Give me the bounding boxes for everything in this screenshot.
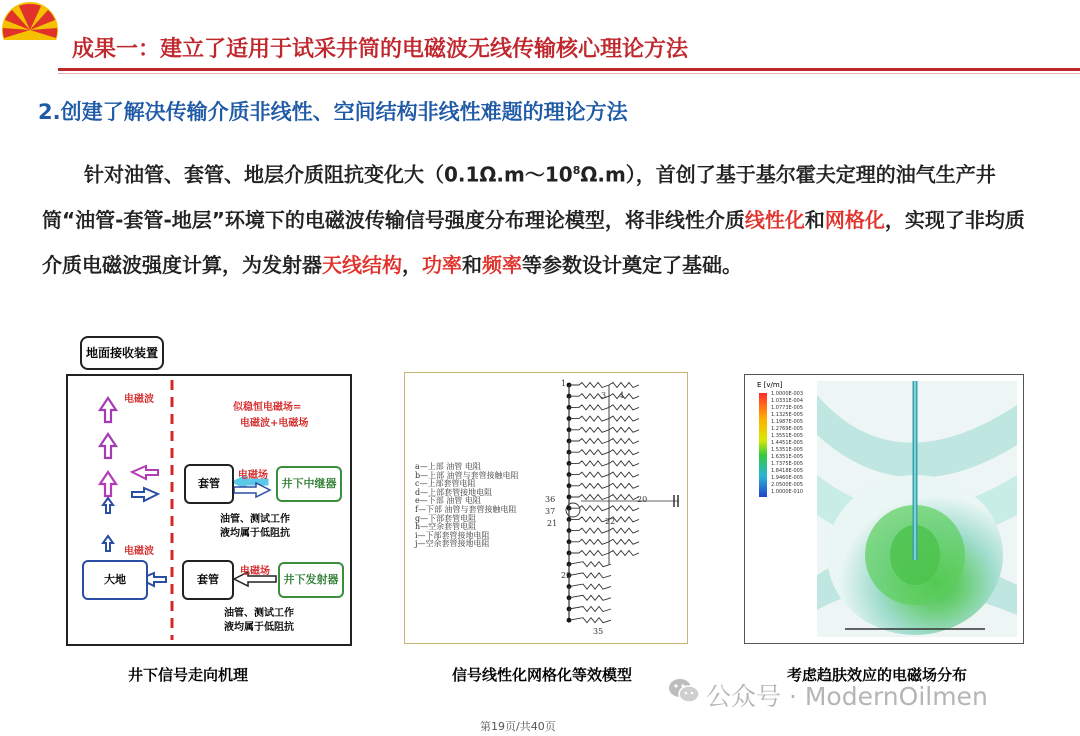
body-text-3: 和 <box>804 207 825 232</box>
legend-item: d—上部套管接地电阻 <box>415 487 493 497</box>
resistor <box>569 562 611 567</box>
resistor <box>569 383 609 388</box>
resistor <box>609 495 639 500</box>
resistor <box>569 584 611 589</box>
body-paragraph <box>42 148 1042 288</box>
colorbar-label: 2.0500E-005 <box>771 482 804 488</box>
colorbar-label: 1.3551E-005 <box>771 433 804 439</box>
low-impedance-upper-1: 油管、测试工作 <box>220 514 290 525</box>
em-field-distribution-plot <box>744 374 1024 644</box>
legend-item: j—空余套管接地电阻 <box>415 539 490 549</box>
company-logo <box>0 0 60 60</box>
highlight-gridize: 网格化 <box>824 207 885 232</box>
resistor <box>609 483 639 488</box>
colorbar-label: 1.1987E-005 <box>771 419 804 425</box>
resistor <box>569 472 609 477</box>
legend-item: e—下部 油管 电阻 <box>415 496 481 506</box>
equivalent-circuit-diagram <box>404 372 688 644</box>
low-impedance-upper-2: 液均属于低阻抗 <box>220 528 290 539</box>
resistor <box>609 461 639 466</box>
title-divider <box>58 68 1080 71</box>
resistor <box>609 551 639 556</box>
low-impedance-lower-2: 液均属于低阻抗 <box>224 622 294 633</box>
colorbar-label: 1.9460E-005 <box>771 475 804 481</box>
resistor <box>609 416 639 421</box>
figure2-caption: 信号线性化网格化等效模型 <box>452 666 633 684</box>
node-label: 1 <box>561 379 567 388</box>
exponent: 8 <box>572 164 581 177</box>
quasi-field-label-2: 电磁波+电磁场 <box>240 418 309 429</box>
node-label: 20 <box>637 495 648 504</box>
resistor <box>609 528 639 533</box>
signal-path-diagram <box>66 374 352 646</box>
body-text-5: ， <box>402 252 422 277</box>
resistor <box>569 517 609 522</box>
legend-item: a—上部 油管 电阻 <box>415 462 481 471</box>
highlight-linearize: 线性化 <box>744 207 805 232</box>
resistor <box>569 551 609 556</box>
section-heading: 2.创建了解决传输介质非线性、空间结构非线性难题的理论方法 <box>38 100 628 124</box>
legend-item: g—下部套管电阻 <box>415 513 477 523</box>
node-label: 21 <box>547 519 558 528</box>
resistor <box>569 618 611 623</box>
quasi-field-label-1: 似稳恒电磁场= <box>233 402 302 413</box>
body-text-4: ，实现了非均质介质电磁波强度计算，为发射器 <box>42 207 1025 277</box>
colorbar-label: 1.5351E-005 <box>771 447 804 453</box>
resistor <box>609 539 639 544</box>
node-label: 4 <box>619 391 625 400</box>
earth-box: 大地 <box>82 560 148 600</box>
resistor <box>569 427 609 432</box>
colorbar-label: 1.6351E-005 <box>771 454 804 460</box>
colorbar-label: 1.8418E-005 <box>771 468 804 474</box>
downhole-relay-box: 井下中继器 <box>276 466 342 502</box>
page-number: 第19页/共40页 <box>480 720 556 733</box>
legend-item: f—下部 油管与套管接触电阻 <box>415 504 517 514</box>
downhole-transmitter-box: 井下发射器 <box>278 562 344 598</box>
ground-receiver-box: 地面接收装置 <box>80 336 164 370</box>
resistor <box>569 450 609 455</box>
highlight-frequency: 频率 <box>482 252 522 277</box>
casing-upper-box: 套管 <box>184 464 234 504</box>
low-impedance-lower-1: 油管、测试工作 <box>224 608 294 619</box>
resistor <box>609 427 639 432</box>
legend-item: i—下部套管接地电阻 <box>415 530 490 540</box>
casing-lower-box: 套管 <box>182 560 234 600</box>
colorbar-label: 1.0773E-005 <box>771 405 804 411</box>
colorbar-label: 1.4451E-005 <box>771 440 804 446</box>
node-label: 37 <box>545 507 556 516</box>
figure3-caption: 考虑趋肤效应的电磁场分布 <box>787 666 968 684</box>
resistor <box>609 472 639 477</box>
colorbar-title: E [v/m] <box>757 381 783 389</box>
em-wave-bottom-label: 电磁波 <box>124 546 154 557</box>
node-label: 35 <box>593 627 604 636</box>
legend-item: c—上部套管电阻 <box>415 479 476 489</box>
colorbar-label: 1.0000E-010 <box>771 489 804 495</box>
resistor <box>569 405 609 410</box>
resistor <box>569 506 609 511</box>
circuit-legend <box>415 463 519 549</box>
node-label: 22 <box>605 517 616 526</box>
colorbar-label: 1.1325E-005 <box>771 412 804 418</box>
em-field-lower-label: 电磁场 <box>240 566 270 577</box>
node-label: 3 <box>601 391 607 400</box>
colorbar-label: 1.7375E-005 <box>771 461 804 467</box>
highlight-power: 功率 <box>422 252 462 277</box>
legend-item: h—空余套管电阻 <box>415 522 477 532</box>
resistor <box>569 483 609 488</box>
resistor <box>609 506 639 511</box>
resistor <box>609 450 639 455</box>
resistor <box>569 461 609 466</box>
node-label: 36 <box>545 495 556 504</box>
legend-item: b—上部 油管与套管接触电阻 <box>415 470 519 480</box>
resistor <box>569 495 609 500</box>
resistor <box>569 595 611 600</box>
resistor <box>569 528 609 533</box>
resistor <box>609 405 639 410</box>
body-text-2: Ω.m），首创了基于基尔霍夫定理的油气生产井筒“油管-套管-地层”环境下的电磁波传输信号强度分布理论模型，将非线性介质 <box>42 162 996 232</box>
em-wave-top-label: 电磁波 <box>124 394 154 405</box>
resistor <box>609 383 639 388</box>
title-divider-thin <box>58 73 1080 74</box>
resistor <box>569 573 611 578</box>
watermark-text: 公众号 · ModernOilmen <box>706 682 988 711</box>
node-label: 29 <box>561 571 572 580</box>
body-text-1: 针对油管、套管、地层介质阻抗变化大（0.1Ω.m～10 <box>84 162 573 187</box>
wechat-icon <box>668 676 700 706</box>
resistor <box>569 439 609 444</box>
resistor <box>609 439 639 444</box>
em-field-upper-label: 电磁场 <box>238 470 268 481</box>
slide-title: 成果一：建立了适用于试采井筒的电磁波无线传输核心理论方法 <box>72 37 689 62</box>
resistor <box>569 416 609 421</box>
figure1-caption: 井下信号走向机理 <box>128 666 249 684</box>
resistor <box>569 607 611 612</box>
resistor <box>569 539 609 544</box>
colorbar-label: 1.0331E-004 <box>771 398 804 404</box>
colorbar-labels <box>771 391 803 496</box>
colorbar-label: 1.0000E-003 <box>771 391 804 397</box>
body-text-7: 等参数设计奠定了基础。 <box>522 252 742 277</box>
body-text-6: 和 <box>462 252 482 277</box>
highlight-antenna: 天线结构 <box>322 252 402 277</box>
colorbar-label: 1.2769E-005 <box>771 426 804 432</box>
